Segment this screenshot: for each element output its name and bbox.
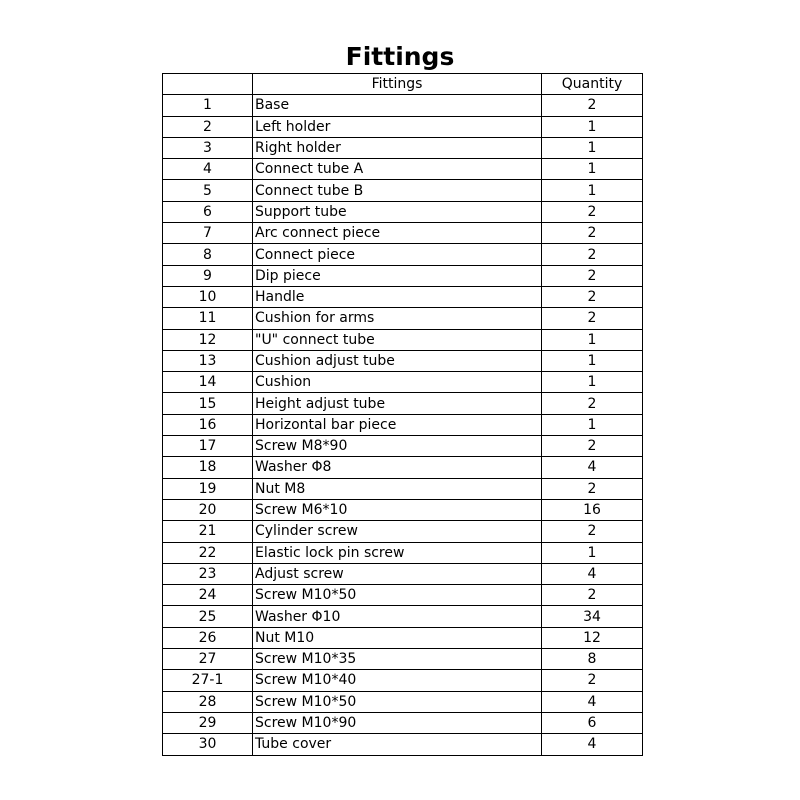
fitting-name: Elastic lock pin screw	[253, 542, 542, 563]
row-number: 16	[163, 414, 253, 435]
fitting-name: Screw M10*50	[253, 691, 542, 712]
fitting-quantity: 1	[542, 414, 643, 435]
fitting-quantity: 2	[542, 244, 643, 265]
table-row	[163, 393, 643, 414]
row-number: 20	[163, 499, 253, 520]
fitting-name: Cylinder screw	[253, 521, 542, 542]
fitting-quantity: 1	[542, 159, 643, 180]
table-row	[163, 649, 643, 670]
table-row	[163, 712, 643, 733]
fitting-name: Cushion	[253, 372, 542, 393]
header-quantity: Quantity	[542, 74, 643, 95]
fitting-name: Support tube	[253, 201, 542, 222]
fitting-quantity: 4	[542, 457, 643, 478]
row-number: 13	[163, 350, 253, 371]
fitting-quantity: 2	[542, 393, 643, 414]
table-row	[163, 436, 643, 457]
row-number: 11	[163, 308, 253, 329]
fitting-name: Cushion for arms	[253, 308, 542, 329]
row-number: 22	[163, 542, 253, 563]
fitting-name: Screw M10*40	[253, 670, 542, 691]
row-number: 6	[163, 201, 253, 222]
row-number: 23	[163, 563, 253, 584]
fitting-name: Adjust screw	[253, 563, 542, 584]
fitting-name: Washer Φ8	[253, 457, 542, 478]
table-row	[163, 244, 643, 265]
table-row	[163, 329, 643, 350]
fitting-name: Right holder	[253, 137, 542, 158]
table-row	[163, 542, 643, 563]
table-row	[163, 670, 643, 691]
fitting-quantity: 2	[542, 95, 643, 116]
row-number: 5	[163, 180, 253, 201]
fitting-quantity: 1	[542, 350, 643, 371]
row-number: 7	[163, 223, 253, 244]
fitting-name: Connect tube A	[253, 159, 542, 180]
row-number: 8	[163, 244, 253, 265]
table-row	[163, 180, 643, 201]
row-number: 4	[163, 159, 253, 180]
table-row	[163, 201, 643, 222]
row-number: 14	[163, 372, 253, 393]
fitting-name: Screw M10*90	[253, 712, 542, 733]
row-number: 18	[163, 457, 253, 478]
row-number: 24	[163, 585, 253, 606]
table-body	[163, 95, 643, 755]
table-row	[163, 521, 643, 542]
fitting-quantity: 4	[542, 734, 643, 755]
row-number: 9	[163, 265, 253, 286]
row-number: 25	[163, 606, 253, 627]
fitting-quantity: 2	[542, 478, 643, 499]
fitting-name: Height adjust tube	[253, 393, 542, 414]
fitting-quantity: 1	[542, 329, 643, 350]
fitting-quantity: 16	[542, 499, 643, 520]
fitting-quantity: 2	[542, 265, 643, 286]
row-number: 28	[163, 691, 253, 712]
table-row	[163, 627, 643, 648]
table-row	[163, 691, 643, 712]
fitting-quantity: 4	[542, 563, 643, 584]
fitting-quantity: 2	[542, 223, 643, 244]
fitting-name: Connect piece	[253, 244, 542, 265]
table-row	[163, 606, 643, 627]
fittings-table	[162, 73, 643, 756]
row-number: 1	[163, 95, 253, 116]
fitting-name: Cushion adjust tube	[253, 350, 542, 371]
fitting-name: "U" connect tube	[253, 329, 542, 350]
header-number	[163, 74, 253, 95]
table-row	[163, 478, 643, 499]
fitting-name: Screw M6*10	[253, 499, 542, 520]
fitting-name: Screw M10*35	[253, 649, 542, 670]
row-number: 27	[163, 649, 253, 670]
row-number: 2	[163, 116, 253, 137]
header-fittings: Fittings	[253, 74, 542, 95]
fitting-name: Screw M8*90	[253, 436, 542, 457]
table-row	[163, 350, 643, 371]
row-number: 10	[163, 286, 253, 307]
fitting-quantity: 1	[542, 116, 643, 137]
table-row	[163, 286, 643, 307]
table-row	[163, 265, 643, 286]
fitting-quantity: 6	[542, 712, 643, 733]
row-number: 15	[163, 393, 253, 414]
row-number: 3	[163, 137, 253, 158]
fitting-name: Arc connect piece	[253, 223, 542, 244]
row-number: 21	[163, 521, 253, 542]
row-number: 17	[163, 436, 253, 457]
fitting-quantity: 2	[542, 286, 643, 307]
table-row	[163, 585, 643, 606]
row-number: 27-1	[163, 670, 253, 691]
fitting-name: Dip piece	[253, 265, 542, 286]
fitting-quantity: 2	[542, 308, 643, 329]
fitting-name: Left holder	[253, 116, 542, 137]
fitting-quantity: 1	[542, 542, 643, 563]
page-title: Fittings	[345, 42, 455, 71]
fitting-quantity: 2	[542, 521, 643, 542]
fitting-name: Horizontal bar piece	[253, 414, 542, 435]
fitting-quantity: 34	[542, 606, 643, 627]
fitting-quantity: 2	[542, 585, 643, 606]
fitting-quantity: 2	[542, 436, 643, 457]
fitting-quantity: 1	[542, 180, 643, 201]
fitting-quantity: 12	[542, 627, 643, 648]
row-number: 19	[163, 478, 253, 499]
table-row	[163, 137, 643, 158]
table-row	[163, 734, 643, 755]
fitting-name: Handle	[253, 286, 542, 307]
fitting-name: Nut M8	[253, 478, 542, 499]
fitting-quantity: 1	[542, 372, 643, 393]
fitting-name: Washer Φ10	[253, 606, 542, 627]
fitting-quantity: 8	[542, 649, 643, 670]
row-number: 12	[163, 329, 253, 350]
fitting-name: Connect tube B	[253, 180, 542, 201]
fitting-name: Base	[253, 95, 542, 116]
table-row	[163, 308, 643, 329]
row-number: 29	[163, 712, 253, 733]
table-row	[163, 95, 643, 116]
table-header-row	[163, 74, 643, 95]
table-row	[163, 457, 643, 478]
fitting-quantity: 4	[542, 691, 643, 712]
table-row	[163, 116, 643, 137]
row-number: 26	[163, 627, 253, 648]
fitting-name: Screw M10*50	[253, 585, 542, 606]
fitting-name: Nut M10	[253, 627, 542, 648]
fitting-quantity: 2	[542, 201, 643, 222]
table-row	[163, 372, 643, 393]
table-row	[163, 499, 643, 520]
row-number: 30	[163, 734, 253, 755]
table-row	[163, 414, 643, 435]
fitting-quantity: 2	[542, 670, 643, 691]
table-row	[163, 223, 643, 244]
table-row	[163, 159, 643, 180]
fitting-quantity: 1	[542, 137, 643, 158]
fitting-name: Tube cover	[253, 734, 542, 755]
table-row	[163, 563, 643, 584]
